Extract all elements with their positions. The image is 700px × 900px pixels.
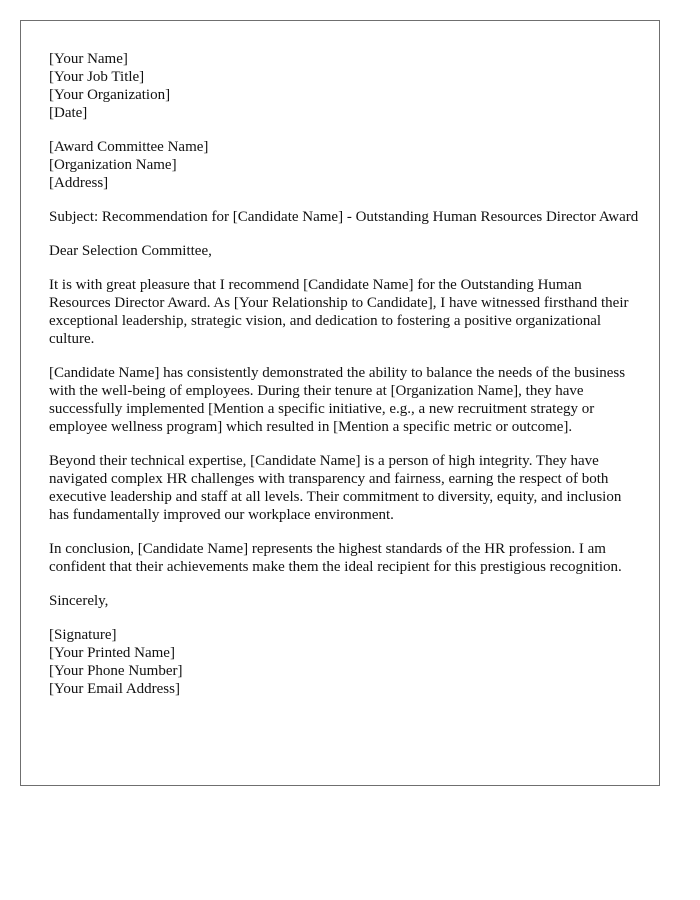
signature-block [49, 626, 639, 698]
email-address: [Your Email Address] [49, 681, 180, 697]
recipient-block [49, 138, 639, 192]
body-paragraph-1: It is with great pleasure that I recommend [Candidate Name] for the Outstanding Human Resources Director Award. As [Your Relationship to Candidate], I have witnessed firsthand their exceptional leadership, strategic vision, and dedication to fostering a positive organizational culture. [49, 277, 629, 347]
body-paragraph-2: [Candidate Name] has consistently demonstrated the ability to balance the needs of the business with the well-being of employees. During their tenure at [Organization Name], they have successfully implemented [Mention a specific initiative, e.g., a new recruitment strategy or employee wellness program] which resulted in [Mention a specific metric or outcome]. [49, 365, 626, 435]
sender-job-title: [Your Job Title] [49, 69, 145, 85]
phone-number: [Your Phone Number] [49, 663, 183, 679]
body-paragraph-4: In conclusion, [Candidate Name] represents the highest standards of the HR profession. I am confident that their achievements make them the ideal recipient for this prestigious recognition. [49, 541, 622, 575]
body-paragraph-3: Beyond their technical expertise, [Candidate Name] is a person of high integrity. They have navigated complex HR challenges with transparency and fairness, earning the respect of both executive leadership and staff at all levels. Their commitment to diversity, equity, and inclusion has fundamentally improved our workplace environment. [49, 453, 622, 523]
sender-name: [Your Name] [49, 51, 128, 67]
salutation: Dear Selection Committee, [49, 243, 212, 259]
subject-line: Subject: Recommendation for [Candidate Name] - Outstanding Human Resources Director Award [49, 209, 639, 225]
letter-date: [Date] [49, 105, 88, 121]
sender-organization: [Your Organization] [49, 87, 171, 103]
letter-content [49, 50, 639, 698]
recipient-organization: [Organization Name] [49, 157, 177, 173]
recipient-committee: [Award Committee Name] [49, 139, 209, 155]
sender-block [49, 50, 639, 122]
signature-placeholder: [Signature] [49, 627, 117, 643]
closing: Sincerely, [49, 593, 109, 609]
letter-page [20, 20, 660, 786]
recipient-address: [Address] [49, 175, 109, 191]
printed-name: [Your Printed Name] [49, 645, 175, 661]
